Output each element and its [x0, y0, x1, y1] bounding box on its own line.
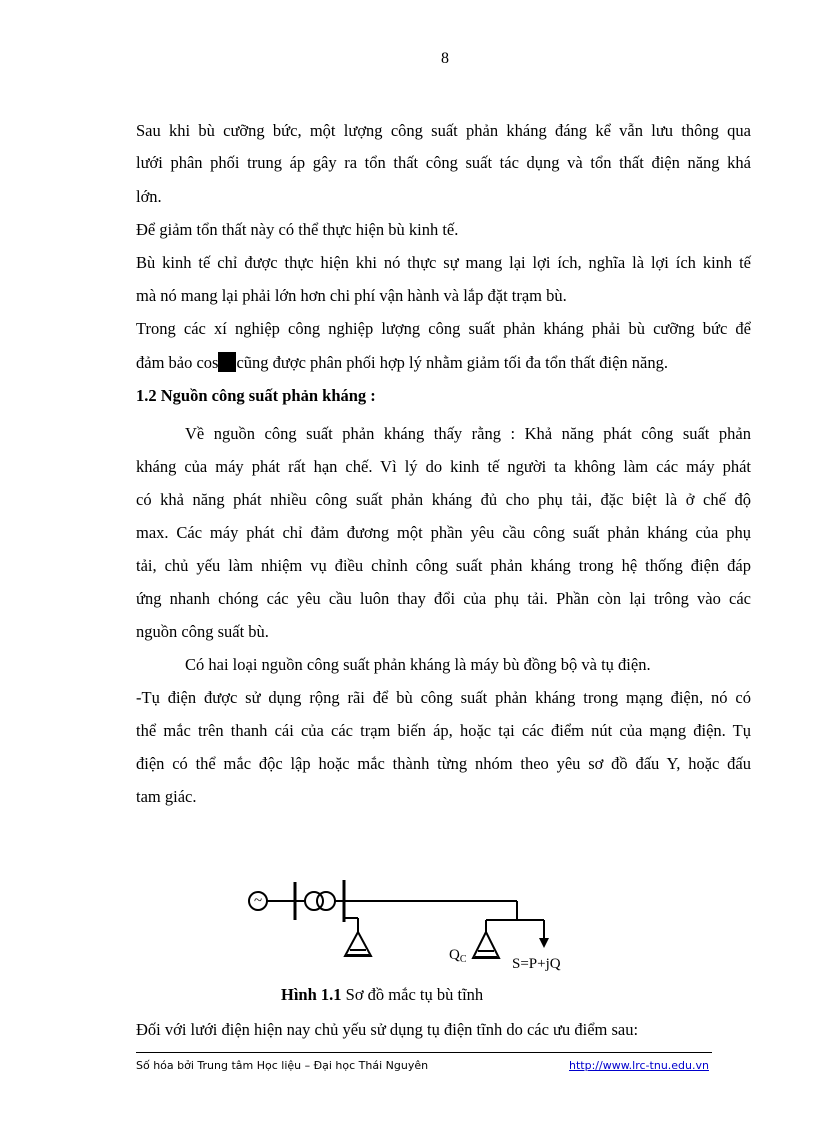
- load-label: S=P+jQ: [512, 956, 561, 972]
- footer-divider: [136, 1052, 712, 1053]
- paragraph-2: Để giảm tổn thất này có thể thực hiện bù kinh tế.: [136, 220, 459, 239]
- paragraph-1-line-2: lưới phân phối trung áp gây ra tổn thất công suất tác dụng và tổn thất điện năng khá: [136, 153, 751, 172]
- capacitor-qc-icon: [473, 932, 499, 958]
- capacitor-1-icon: [345, 932, 371, 956]
- paragraph-3-line-1: Bù kinh tế chỉ được thực hiện khi nó thực sự mang lại lợi ích, nghĩa là lợi ích kinh tế: [136, 253, 751, 272]
- paragraph-7-line-3: điện có thể mắc độc lập hoặc mắc thành từng nhóm theo yêu sơ đồ đấu Y, hoặc đấu: [136, 754, 751, 773]
- paragraph-4-line-2: [136, 352, 751, 373]
- paragraph-5-line-1: Về nguồn công suất phản kháng thấy rằng : Khả năng phát công suất phản: [185, 424, 751, 443]
- cos-text: đảm bảo cos: [136, 353, 219, 372]
- paragraph-6: Có hai loại nguồn công suất phản kháng là máy bù đồng bộ và tụ điện.: [185, 655, 651, 674]
- paragraph-8: Đối với lưới điện hiện nay chủ yếu sử dụng tụ điện tĩnh do các ưu điểm sau:: [136, 1020, 639, 1039]
- capacitor-circuit-diagram: [240, 870, 580, 980]
- cos-text-rest: cũng được phân phối hợp lý nhằm giảm tối đa tổn thất điện năng.: [236, 353, 668, 372]
- paragraph-5-line-7: nguồn công suất bù.: [136, 622, 269, 641]
- figure-caption-text: Sơ đồ mắc tụ bù tĩnh: [341, 985, 484, 1004]
- footer-credit: Số hóa bởi Trung tâm Học liệu – Đại học Thái Nguyên: [136, 1059, 429, 1072]
- paragraph-7-line-1: -Tụ điện được sử dụng rộng rãi để bù công suất phản kháng trong mạng điện, nó có: [136, 688, 751, 707]
- figure-caption: [281, 985, 483, 1005]
- section-heading: 1.2 Nguồn công suất phản kháng :: [136, 386, 376, 405]
- paragraph-5-line-5: tải, chủ yếu làm nhiệm vụ điều chỉnh công suất phản kháng trong hệ thống điện đáp: [136, 556, 751, 575]
- paragraph-5-line-6: ứng nhanh chóng các yêu cầu luôn thay đổi của phụ tải. Phần còn lại trông vào các: [136, 589, 751, 608]
- paragraph-1-line-1: Sau khi bù cưỡng bức, một lượng công suất phản kháng đáng kể vẫn lưu thông qua: [136, 121, 751, 140]
- paragraph-7-line-4: tam giác.: [136, 787, 197, 806]
- page-number: 8: [441, 50, 449, 67]
- paragraph-3-line-2: mà nó mang lại phải lớn hơn chi phí vận hành và lắp đặt trạm bù.: [136, 286, 567, 305]
- paragraph-5-line-3: có khả năng phát nhiều công suất phản kháng đủ cho phụ tải, đặc biệt là ở chế độ: [136, 490, 751, 509]
- paragraph-4-line-1: Trong các xí nghiệp công nghiệp lượng công suất phản kháng phải bù cưỡng bức để: [136, 319, 751, 338]
- paragraph-5-line-4: max. Các máy phát chỉ đảm đương một phần yêu cầu công suất phản kháng của phụ: [136, 523, 751, 542]
- paragraph-7-line-2: thể mắc trên thanh cái của các trạm biến áp, hoặc tại các điểm nút của mạng điện. Tụ: [136, 721, 751, 740]
- paragraph-1-line-3: lớn.: [136, 187, 162, 206]
- qc-label: $Q_C$: [449, 947, 467, 965]
- figure-label: Hình 1.1: [281, 985, 342, 1004]
- footer-link[interactable]: http://www.lrc-tnu.edu.vn: [569, 1059, 709, 1072]
- paragraph-5-line-2: kháng của máy phát rất hạn chế. Vì lý do kinh tế người ta không làm các máy phát: [136, 457, 751, 476]
- generator-symbol: ~: [253, 893, 263, 909]
- redaction-box: [218, 352, 236, 372]
